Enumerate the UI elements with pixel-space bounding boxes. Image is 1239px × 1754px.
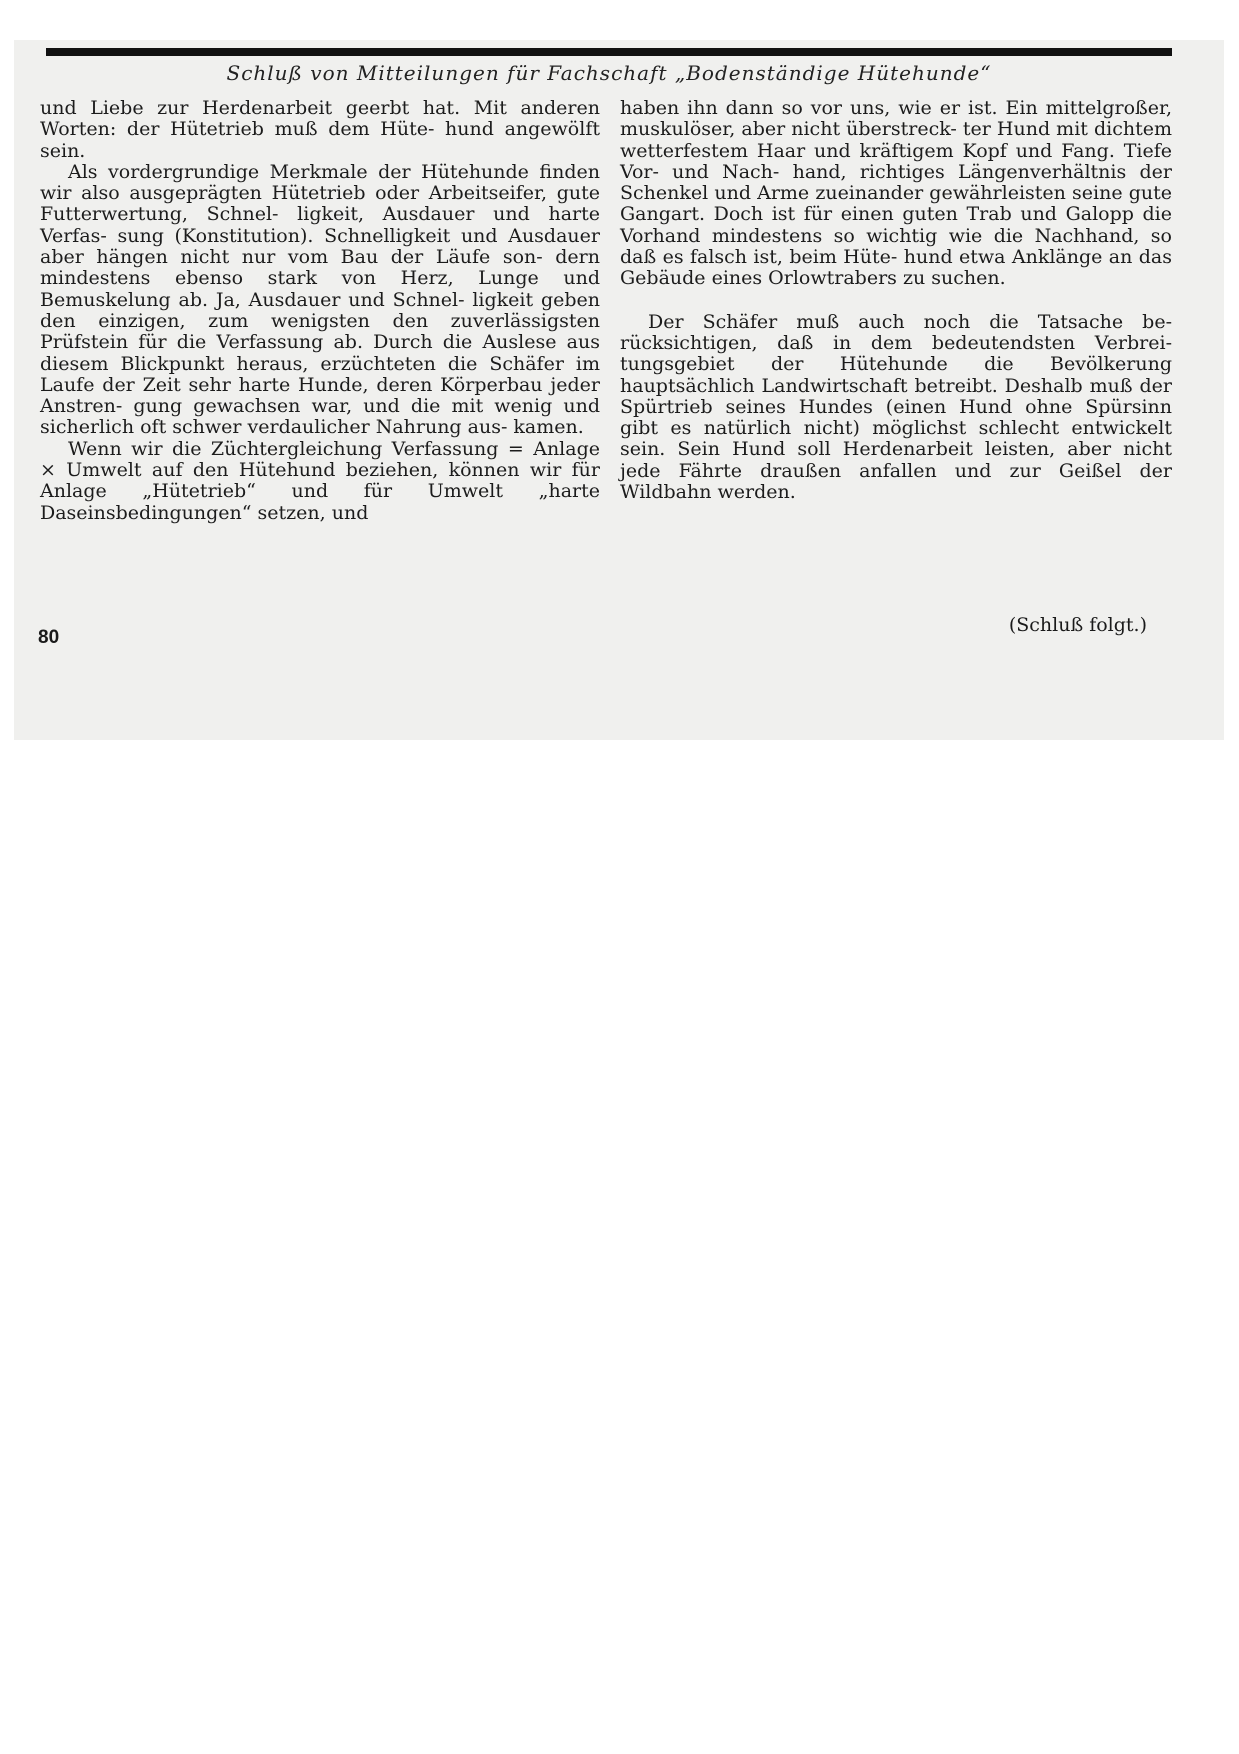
- header-rule: [46, 48, 1172, 56]
- continued-note: (Schluß folgt.): [1008, 614, 1147, 636]
- right-column: [620, 98, 1172, 503]
- paragraph: haben ihn dann so vor uns, wie er ist. Ein mittelgroßer, muskulöser, aber nicht überstreck- ter Hund mit dichtem wetterfestem Haar und kräftigem Kopf und Fang. Tiefe Vor- und Nach- hand, richtiges Längenverhältnis der Schenkel und Arme zueinander gewährleisten seine gute Gangart. Doch ist für einen guten Trab und Galopp die Vorhand mindestens so wichtig wie die Nachhand, so daß es falsch ist, beim Hüte- hund etwa Anklänge an das Gebäude eines Orlowtrabers zu suchen.: [620, 97, 1172, 290]
- paragraph: Der Schäfer muß auch noch die Tatsache be- rücksichtigen, daß in dem bedeutendsten Verbrei- tungsgebiet der Hütehunde die Bevölkerung hauptsächlich Landwirtschaft betreibt. Deshalb muß der Spürtrieb seines Hundes (einen Hund ohne Spürsinn gibt es natürlich nicht) möglichst schlecht entwickelt sein. Sein Hund soll Herdenarbeit leisten, aber nicht jede Fährte draußen anfallen und zur Geißel der Wildbahn werden.: [620, 310, 1172, 504]
- paragraph: und Liebe zur Herdenarbeit geerbt hat. Mit anderen Worten: der Hütetrieb muß dem Hüte- hund angewölft sein.: [40, 97, 600, 162]
- paragraph: Als vordergrundige Merkmale der Hütehunde finden wir also ausgeprägten Hütetrieb oder Arbeitseifer, gute Futterwertung, Schnel- ligkeit, Ausdauer und harte Verfas- sung (Konstitution). Schnelligkeit und Ausdauer aber hängen nicht nur vom Bau der Läufe son- dern mindestens ebenso stark von Herz, Lunge und Bemuskelung ab. Ja, Ausdauer und Schnel- ligkeit geben den einzigen, zum wenigsten den zuverlässigsten Prüfstein für die Verfassung ab. Durch die Auslese aus diesem Blickpunkt heraus, erzüchteten die Schäfer im Laufe der Zeit sehr harte Hunde, deren Körperbau jeder Anstren- gung gewachsen war, und die mit wenig und sicherlich oft schwer verdaulicher Nahrung aus- kamen.: [40, 160, 600, 439]
- left-column: [40, 98, 600, 524]
- paragraph: Wenn wir die Züchtergleichung Verfassung = Anlage × Umwelt auf den Hütehund beziehen, können wir für Anlage „Hütetrieb“ und für Umwelt „harte Daseinsbedingungen“ setzen, und: [40, 437, 600, 524]
- running-head: Schluß von Mitteilungen für Fachschaft „Bodenständige Hütehunde“: [226, 61, 992, 85]
- page-number: 80: [38, 627, 60, 648]
